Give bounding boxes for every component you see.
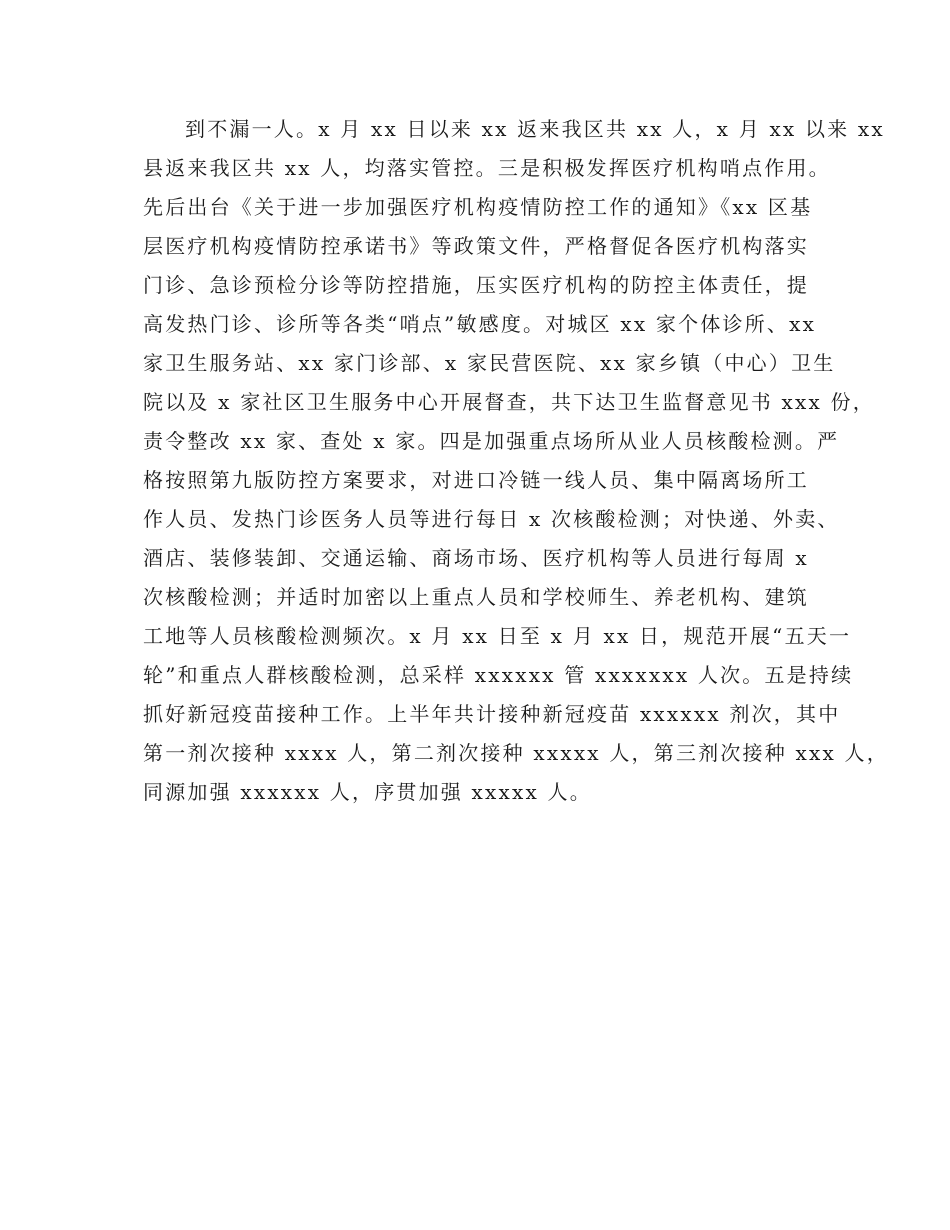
text-line: 高发热门诊、诊所等各类“哨点”敏感度。对城区 xx 家个体诊所、xx	[143, 312, 817, 336]
text-line: 工地等人员核酸检测频次。x 月 xx 日至 x 月 xx 日，规范开展“五天一	[143, 624, 852, 648]
text-line: 第一剂次接种 xxxx 人，第二剂次接种 xxxxx 人，第三剂次接种 xxx 人，	[143, 741, 889, 765]
text-line: 同源加强 xxxxxx 人，序贯加强 xxxxx 人。	[143, 780, 592, 804]
text-line: 家卫生服务站、xx 家门诊部、x 家民营医院、xx 家乡镇（中心）卫生	[143, 351, 836, 375]
text-line: 次核酸检测；并适时加密以上重点人员和学校师生、养老机构、建筑	[143, 585, 809, 609]
text-line: 酒店、装修装卸、交通运输、商场市场、医疗机构等人员进行每周 x	[143, 546, 809, 570]
text-line: 到不漏一人。x 月 xx 日以来 xx 返来我区共 xx 人，x 月 xx 以来 xx	[185, 117, 885, 141]
body-paragraph	[143, 110, 889, 812]
text-line: 抓好新冠疫苗接种工作。上半年共计接种新冠疫苗 xxxxxx 剂次，其中	[143, 702, 841, 726]
text-line: 先后出台《关于进一步加强医疗机构疫情防控工作的通知》《xx 区基	[143, 195, 813, 219]
text-line: 院以及 x 家社区卫生服务中心开展督查，共下达卫生监督意见书 xxx 份，	[143, 390, 875, 414]
text-line: 责令整改 xx 家、查处 x 家。四是加强重点场所从业人员核酸检测。严	[143, 429, 840, 453]
text-line: 层医疗机构疫情防控承诺书》等政策文件，严格督促各医疗机构落实	[143, 234, 809, 258]
text-line: 门诊、急诊预检分诊等防控措施，压实医疗机构的防控主体责任，提	[143, 273, 809, 297]
text-line: 格按照第九版防控方案要求，对进口冷链一线人员、集中隔离场所工	[143, 468, 809, 492]
text-line: 轮”和重点人群核酸检测，总采样 xxxxxx 管 xxxxxxx 人次。五是持续	[143, 663, 854, 687]
text-line: 作人员、发热门诊医务人员等进行每日 x 次核酸检测；对快递、外卖、	[143, 507, 840, 531]
text-line: 县返来我区共 xx 人，均落实管控。三是积极发挥医疗机构哨点作用。	[143, 156, 831, 180]
